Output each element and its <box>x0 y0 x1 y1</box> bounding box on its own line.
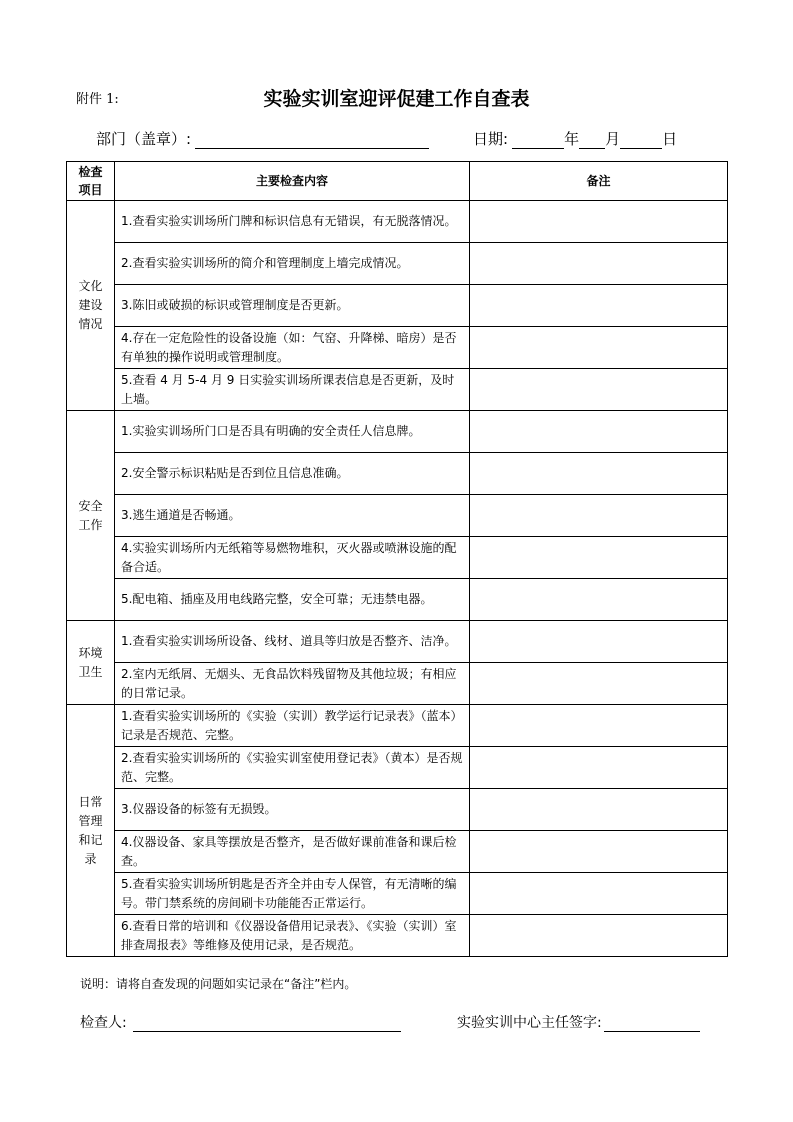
note-cell[interactable] <box>470 915 728 957</box>
category-label: 文化建设情况 <box>78 279 103 331</box>
date-field <box>473 128 677 149</box>
inspection-table <box>66 161 728 957</box>
note-cell[interactable] <box>470 789 728 831</box>
check-item: 3.逃生通道是否畅通。 <box>115 495 470 537</box>
table-row <box>67 537 728 579</box>
category-cell <box>67 411 115 621</box>
director-label: 实验实训中心主任签字: <box>457 1015 602 1031</box>
instruction-note: 说明：请将自查发现的问题如实记录在“备注”栏内。 <box>80 977 357 991</box>
inspector-input-line[interactable] <box>133 1015 401 1032</box>
day-input-line[interactable] <box>620 132 662 149</box>
table-row <box>67 579 728 621</box>
department-input-line[interactable] <box>195 132 429 149</box>
day-label: 日 <box>662 130 678 148</box>
table-header-row <box>67 162 728 201</box>
note-cell[interactable] <box>470 873 728 915</box>
col-header-category: 检查项目 <box>67 162 115 201</box>
check-item: 4.实验实训场所内无纸箱等易燃物堆积，灭火器或喷淋设施的配备合适。 <box>115 537 470 579</box>
check-item: 4.仪器设备、家具等摆放是否整齐，是否做好课前准备和课后检查。 <box>115 831 470 873</box>
table-row <box>67 453 728 495</box>
note-cell[interactable] <box>470 831 728 873</box>
month-label: 月 <box>605 130 621 148</box>
check-item: 2.查看实验实训场所的简介和管理制度上墙完成情况。 <box>115 243 470 285</box>
category-cell <box>67 705 115 957</box>
table-row <box>67 243 728 285</box>
note-cell[interactable] <box>470 579 728 621</box>
page-title: 实验实训室迎评促建工作自查表 <box>263 88 530 110</box>
table-row <box>67 705 728 747</box>
note-cell[interactable] <box>470 663 728 705</box>
table-row <box>67 327 728 369</box>
check-item: 1.查看实验实训场所门牌和标识信息有无错误，有无脱落情况。 <box>115 201 470 243</box>
table-body <box>67 201 728 957</box>
check-item: 2.查看实验实训场所的《实验实训室使用登记表》（黄本）是否规范、完整。 <box>115 747 470 789</box>
table-row <box>67 369 728 411</box>
table-row <box>67 411 728 453</box>
note-cell[interactable] <box>470 537 728 579</box>
col-header-note: 备注 <box>470 162 728 201</box>
note-cell[interactable] <box>470 453 728 495</box>
date-label: 日期: <box>473 130 509 148</box>
table-row <box>67 495 728 537</box>
table-row <box>67 747 728 789</box>
table-row <box>67 285 728 327</box>
category-cell <box>67 621 115 705</box>
category-cell <box>67 201 115 411</box>
category-label: 环境卫生 <box>78 645 103 679</box>
note-cell[interactable] <box>470 411 728 453</box>
director-signature <box>457 1012 700 1032</box>
month-input-line[interactable] <box>579 132 605 149</box>
check-item: 2.安全警示标识粘贴是否到位且信息准确。 <box>115 453 470 495</box>
check-item: 3.仪器设备的标签有无损毁。 <box>115 789 470 831</box>
department-label: 部门（盖章）: <box>96 130 192 148</box>
check-item: 2.室内无纸屑、无烟头、无食品饮料残留物及其他垃圾；有相应的日常记录。 <box>115 663 470 705</box>
table-row <box>67 831 728 873</box>
note-cell[interactable] <box>470 201 728 243</box>
category-label: 安全工作 <box>78 498 103 532</box>
inspector-label: 检查人: <box>80 1015 127 1031</box>
inspector-signature <box>80 1012 401 1032</box>
note-cell[interactable] <box>470 705 728 747</box>
check-item: 1.查看实验实训场所的《实验（实训）教学运行记录表》（蓝本）记录是否规范、完整。 <box>115 705 470 747</box>
table-row <box>67 201 728 243</box>
col-header-content: 主要检查内容 <box>115 162 470 201</box>
note-cell[interactable] <box>470 327 728 369</box>
table-row <box>67 873 728 915</box>
year-label: 年 <box>564 130 580 148</box>
check-item: 6.查看日常的培训和《仪器设备借用记录表》、《实验（实训）室排查周报表》等维修及使用记录，是否规范。 <box>115 915 470 957</box>
check-item: 5.配电箱、插座及用电线路完整，安全可靠；无违禁电器。 <box>115 579 470 621</box>
note-cell[interactable] <box>470 285 728 327</box>
table-row <box>67 621 728 663</box>
note-cell[interactable] <box>470 243 728 285</box>
note-cell[interactable] <box>470 495 728 537</box>
note-cell[interactable] <box>470 747 728 789</box>
director-input-line[interactable] <box>604 1015 700 1032</box>
table-row <box>67 789 728 831</box>
attachment-label: 附件 1: <box>76 92 119 107</box>
year-input-line[interactable] <box>512 132 564 149</box>
table-row <box>67 915 728 957</box>
department-field <box>96 128 429 149</box>
category-label: 日常管理和记录 <box>78 794 103 866</box>
note-cell[interactable] <box>470 369 728 411</box>
table-row <box>67 663 728 705</box>
check-item: 1.查看实验实训场所设备、线材、道具等归放是否整齐、洁净。 <box>115 621 470 663</box>
check-item: 1.实验实训场所门口是否具有明确的安全责任人信息牌。 <box>115 411 470 453</box>
note-cell[interactable] <box>470 621 728 663</box>
check-item: 5.查看实验实训场所钥匙是否齐全并由专人保管，有无清晰的编号。带门禁系统的房间刷卡功能能否正常运行。 <box>115 873 470 915</box>
check-item: 4.存在一定危险性的设备设施（如：气窑、升降梯、暗房）是否有单独的操作说明或管理制度。 <box>115 327 470 369</box>
check-item: 3.陈旧或破损的标识或管理制度是否更新。 <box>115 285 470 327</box>
check-item: 5.查看 4 月 5-4 月 9 日实验实训场所课表信息是否更新，及时上墙。 <box>115 369 470 411</box>
